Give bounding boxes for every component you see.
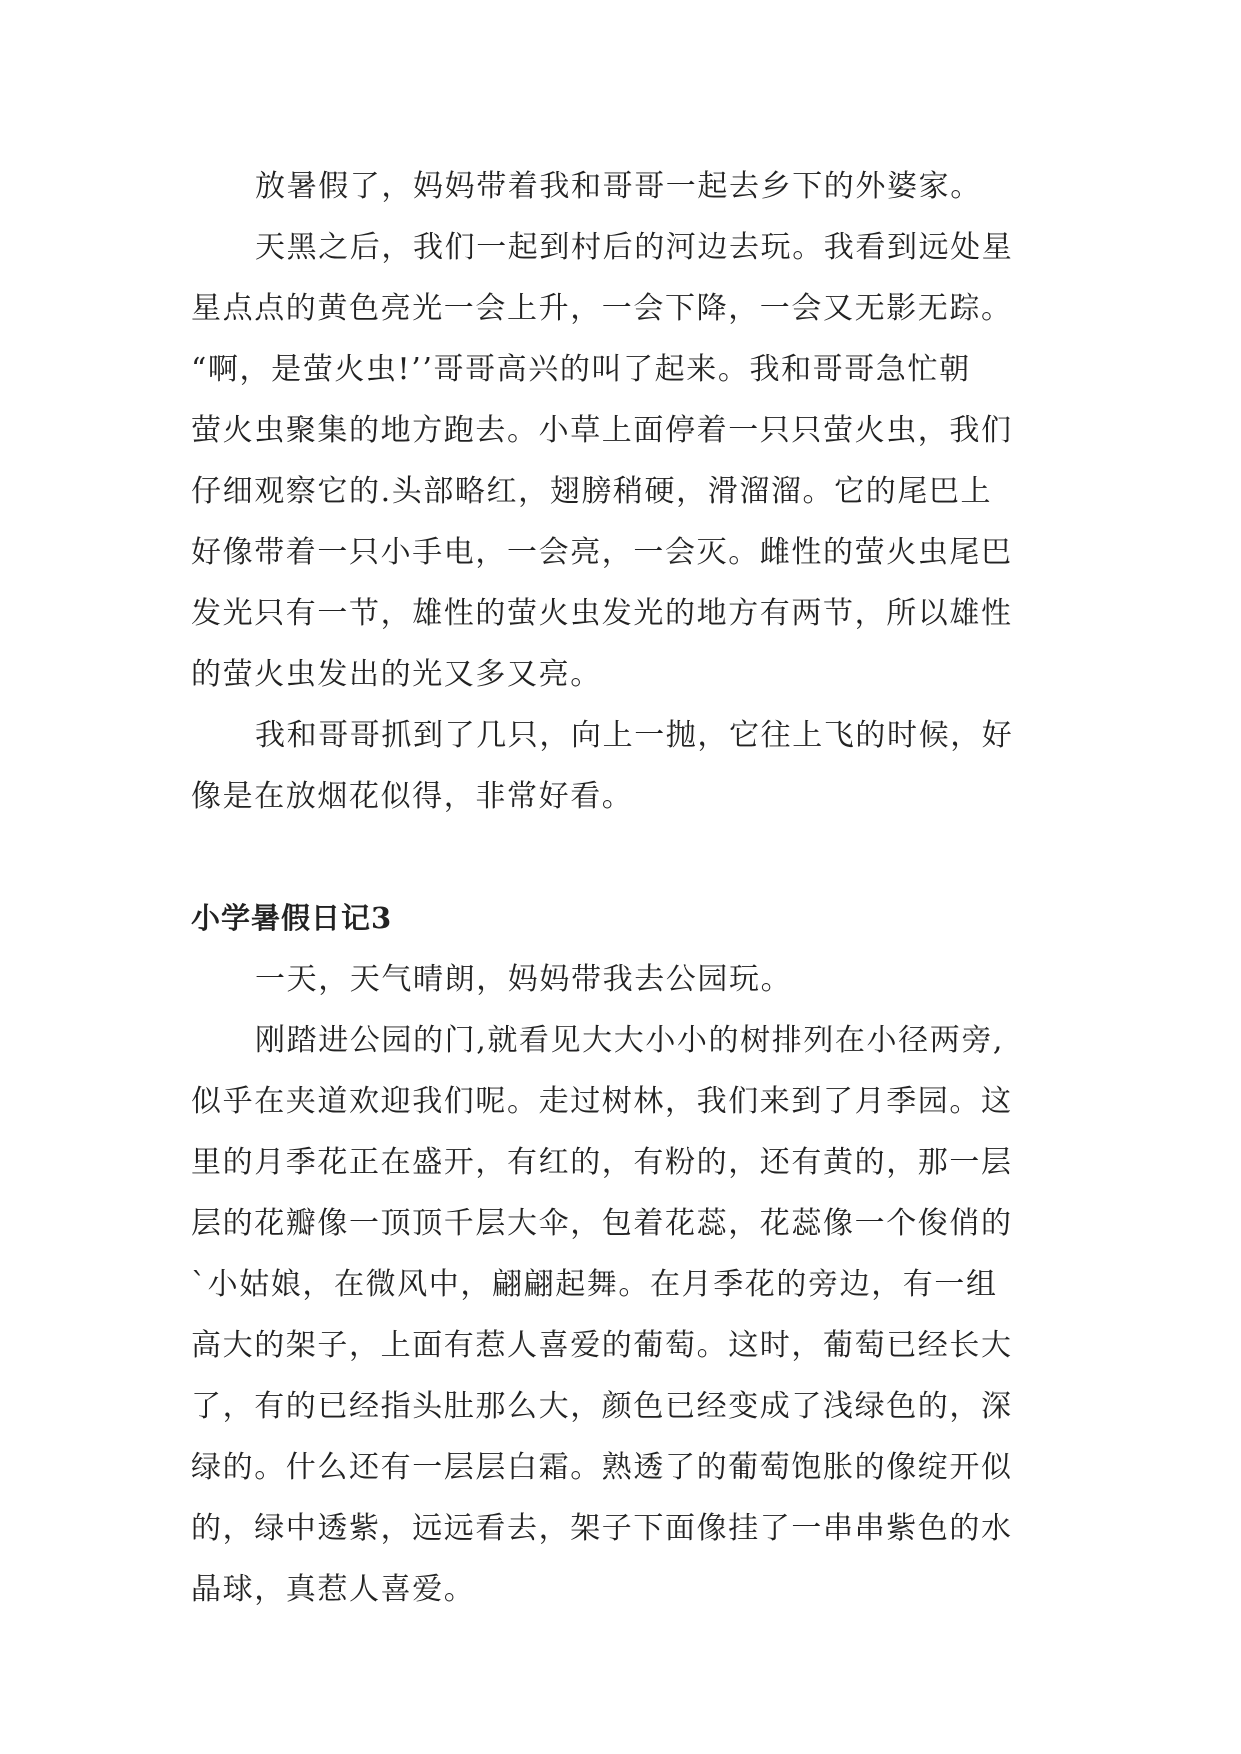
text-line: 发光只有一节，雄性的萤火虫发光的地方有两节，所以雄性 — [191, 596, 1013, 631]
paragraph — [191, 217, 1051, 705]
text-line: 好像带着一只小手电，一会亮，一会灭。雌性的萤火虫尾巴 — [191, 535, 1013, 570]
text-line: 仔细观察它的.头部略红，翅膀稍硬，滑溜溜。它的尾巴上 — [191, 474, 993, 509]
paragraph — [191, 1010, 1051, 1620]
text-line: 高大的架子，上面有惹人喜爱的葡萄。这时，葡萄已经长大 — [191, 1328, 1013, 1363]
text-line: 的萤火虫发出的光又多又亮。 — [191, 657, 602, 692]
document-body — [191, 156, 1051, 1620]
section-1 — [191, 156, 1051, 827]
text-line: 我和哥哥抓到了几只，向上一抛，它往上飞的时候，好 — [255, 718, 1014, 753]
text-line: 层的花瓣像一顶顶千层大伞，包着花蕊，花蕊像一个俊俏的 — [191, 1206, 1013, 1241]
text-line: 似乎在夹道欢迎我们呢。走过树林，我们来到了月季园。这 — [191, 1084, 1013, 1119]
text-line: 绿的。什么还有一层层白霜。熟透了的葡萄饱胀的像绽开似 — [191, 1450, 1013, 1485]
text-line: 萤火虫聚集的地方跑去。小草上面停着一只只萤火虫，我们 — [191, 413, 1013, 448]
text-line: 晶球，真惹人喜爱。 — [191, 1572, 476, 1607]
text-line: 刚踏进公园的门,就看见大大小小的树排列在小径两旁, — [255, 1023, 1005, 1058]
text-line: 放暑假了，妈妈带着我和哥哥一起去乡下的外婆家。 — [255, 169, 982, 204]
text-line: 里的月季花正在盛开，有红的，有粉的，还有黄的，那一层 — [191, 1145, 1013, 1180]
text-line: 星点点的黄色亮光一会上升，一会下降，一会又无影无踪。 — [191, 291, 1013, 326]
text-line: 一天，天气晴朗，妈妈带我去公园玩。 — [255, 962, 793, 997]
text-line: 天黑之后，我们一起到村后的河边去玩。我看到远处星 — [255, 230, 1014, 265]
text-line: “啊，是萤火虫!’’哥哥高兴的叫了起来。我和哥哥急忙朝 — [191, 352, 971, 387]
text-line: 像是在放烟花似得，非常好看。 — [191, 779, 634, 814]
text-line: `小姑娘，在微风中，翩翩起舞。在月季花的旁边，有一组 — [191, 1267, 998, 1302]
text-line: 的，绿中透紫，远远看去，架子下面像挂了一串串紫色的水 — [191, 1511, 1013, 1546]
paragraph — [191, 705, 1051, 827]
paragraph — [191, 156, 1051, 217]
text-line: 了，有的已经指头肚那么大，颜色已经变成了浅绿色的，深 — [191, 1389, 1013, 1424]
paragraph — [191, 949, 1051, 1010]
section-heading: 小学暑假日记3 — [191, 901, 393, 935]
section-2 — [191, 949, 1051, 1620]
